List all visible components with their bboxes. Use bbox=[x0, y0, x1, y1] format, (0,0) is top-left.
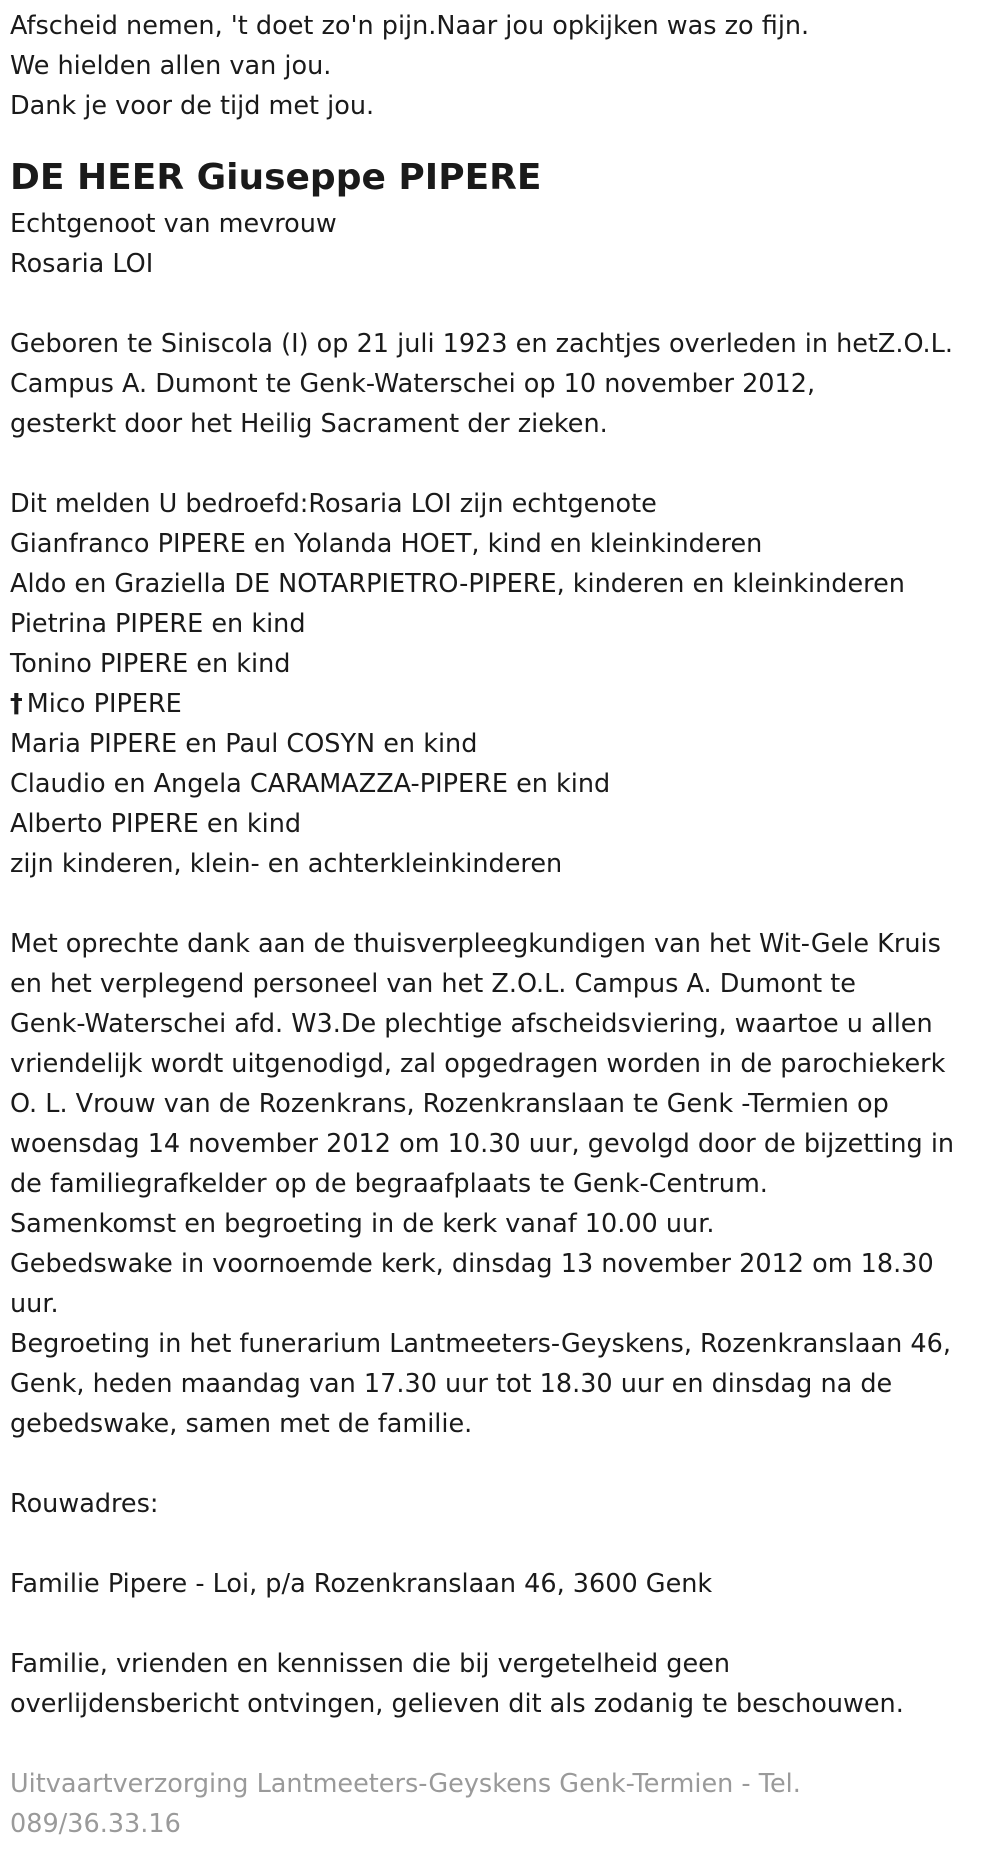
footer-line: 089/36.33.16 bbox=[10, 1809, 181, 1839]
ceremony-line: woensdag 14 november 2012 om 10.30 uur, gevolgd door de bijzetting in bbox=[10, 1129, 955, 1159]
birth-death-line: gesterkt door het Heilig Sacrament der zieken. bbox=[10, 409, 608, 439]
ceremony-line: de familiegrafkelder op de begraafplaats te Genk-Centrum. bbox=[10, 1169, 768, 1199]
family-member-deceased bbox=[10, 684, 990, 724]
thanks-and-ceremony bbox=[10, 924, 990, 1444]
family-list bbox=[10, 484, 990, 884]
poem-line: Dank je voor de tijd met jou. bbox=[10, 91, 375, 121]
spouse-info bbox=[10, 204, 990, 284]
family-member: Pietrina PIPERE en kind bbox=[10, 609, 306, 639]
family-member: Gianfranco PIPERE en Yolanda HOET, kind en kleinkinderen bbox=[10, 529, 763, 559]
footer bbox=[10, 1764, 990, 1844]
ceremony-line: Begroeting in het funerarium Lantmeeters-Geyskens, Rozenkranslaan 46, bbox=[10, 1329, 951, 1359]
poem-line: We hielden allen van jou. bbox=[10, 51, 332, 81]
cross-icon: † bbox=[10, 689, 23, 719]
birth-death-line: Campus A. Dumont te Genk-Waterschei op 10 november 2012, bbox=[10, 369, 816, 399]
deceased-member-name: Mico PIPERE bbox=[26, 689, 182, 719]
notice-line: overlijdensbericht ontvingen, gelieven dit als zodanig te beschouwen. bbox=[10, 1689, 904, 1719]
poem bbox=[10, 6, 990, 126]
ceremony-line: Gebedswake in voornoemde kerk, dinsdag 13 november 2012 om 18.30 bbox=[10, 1249, 934, 1279]
deceased-name: DE HEER Giuseppe PIPERE bbox=[10, 157, 542, 198]
ceremony-line: O. L. Vrouw van de Rozenkrans, Rozenkranslaan te Genk -Termien op bbox=[10, 1089, 889, 1119]
ceremony-line: gebedswake, samen met de familie. bbox=[10, 1409, 473, 1439]
family-member: Claudio en Angela CARAMAZZA-PIPERE en kind bbox=[10, 769, 611, 799]
ceremony-line: uur. bbox=[10, 1289, 59, 1319]
birth-death-line: Geboren te Siniscola (I) op 21 juli 1923 en zachtjes overleden in hetZ.O.L. bbox=[10, 329, 953, 359]
notice-line: Familie, vrienden en kennissen die bij vergetelheid geen bbox=[10, 1649, 730, 1679]
ceremony-line: vriendelijk wordt uitgenodigd, zal opgedragen worden in de parochiekerk bbox=[10, 1049, 946, 1079]
ceremony-line: Met oprechte dank aan de thuisverpleegkundigen van het Wit-Gele Kruis bbox=[10, 929, 941, 959]
spouse-line: Rosaria LOI bbox=[10, 249, 154, 279]
ceremony-line: Genk, heden maandag van 17.30 uur tot 18.30 uur en dinsdag na de bbox=[10, 1369, 893, 1399]
address-label: Rouwadres: bbox=[10, 1489, 159, 1519]
ceremony-line: Genk-Waterschei afd. W3.De plechtige afscheidsviering, waartoe u allen bbox=[10, 1009, 933, 1039]
poem-line: Afscheid nemen, 't doet zo'n pijn.Naar jou opkijken was zo fijn. bbox=[10, 11, 810, 41]
family-member: Tonino PIPERE en kind bbox=[10, 649, 291, 679]
family-member: Alberto PIPERE en kind bbox=[10, 809, 302, 839]
ceremony-line: Samenkomst en begroeting in de kerk vanaf 10.00 uur. bbox=[10, 1209, 715, 1239]
family-member: zijn kinderen, klein- en achterkleinkinderen bbox=[10, 849, 563, 879]
notice bbox=[10, 1644, 990, 1724]
family-intro: Dit melden U bedroefd:Rosaria LOI zijn echtgenote bbox=[10, 489, 657, 519]
family-member: Maria PIPERE en Paul COSYN en kind bbox=[10, 729, 478, 759]
ceremony-line: en het verplegend personeel van het Z.O.L. Campus A. Dumont te bbox=[10, 969, 856, 999]
family-member: Aldo en Graziella DE NOTARPIETRO-PIPERE, kinderen en kleinkinderen bbox=[10, 569, 905, 599]
spouse-line: Echtgenoot van mevrouw bbox=[10, 209, 337, 239]
footer-line: Uitvaartverzorging Lantmeeters-Geyskens Genk-Termien - Tel. bbox=[10, 1769, 801, 1799]
birth-death-info bbox=[10, 324, 990, 444]
address-value: Familie Pipere - Loi, p/a Rozenkranslaan 46, 3600 Genk bbox=[10, 1569, 713, 1599]
